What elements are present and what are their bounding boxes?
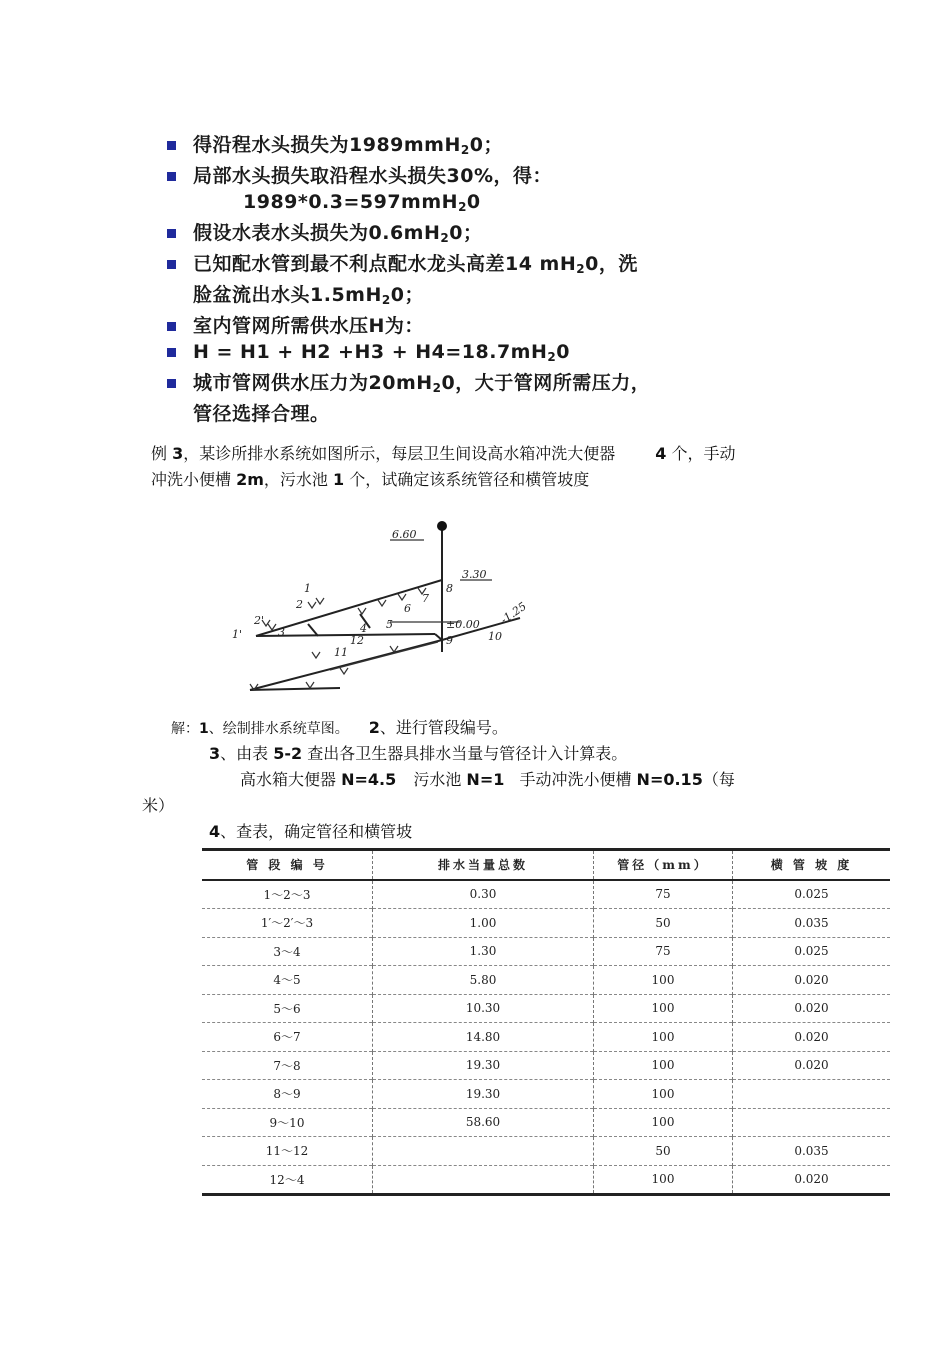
column-header: 横 管 坡 度 xyxy=(770,858,853,873)
bullet-square-icon xyxy=(167,260,176,269)
table-row xyxy=(202,1137,890,1166)
node-label: 8 xyxy=(446,582,453,595)
cell-segment: 6～7 xyxy=(202,1023,373,1052)
cell-segment: 5～6 xyxy=(202,994,373,1023)
cell-slope xyxy=(733,1108,891,1137)
table-row xyxy=(202,994,890,1023)
table-row xyxy=(202,937,890,966)
table-row xyxy=(202,1108,890,1137)
column-header: 管径（mm） xyxy=(594,850,733,880)
cell-diameter: 100 xyxy=(594,1165,733,1195)
cell-fixture-units: 5.80 xyxy=(373,966,594,995)
cell-segment: 7～8 xyxy=(202,1051,373,1080)
elevation-label: ±0.00 xyxy=(446,618,480,631)
bullet-item: 室内管网所需供水压H为： xyxy=(165,313,785,339)
cell-slope: 0.025 xyxy=(794,887,829,902)
bullet-square-icon xyxy=(167,379,176,388)
bullet-square-icon xyxy=(167,348,176,357)
cell-slope xyxy=(733,1080,891,1109)
node-label: 7 xyxy=(422,592,429,605)
cell-fixture-units: 1.30 xyxy=(373,937,594,966)
cell-diameter: 50 xyxy=(594,909,733,938)
cell-slope: 0.020 xyxy=(794,1172,829,1187)
bullet-item-continuation: 管径选择合理。 xyxy=(193,403,330,425)
bullet-square-icon xyxy=(167,172,176,181)
cell-fixture-units xyxy=(373,1165,594,1195)
drainage-system-diagram xyxy=(210,512,550,702)
solution-line-3: 高水箱大便器 N=4.5 污水池 N=1 手动冲洗小便槽 N=0.15（每 xyxy=(240,770,735,789)
bullet-item: 城市管网供水压力为$20mH_20$，大于管网所需压力， xyxy=(165,370,785,401)
cell-slope: 0.020 xyxy=(794,1058,829,1073)
example-line-2: 冲洗小便槽 2m，污水池 1 个，试确定该系统管径和横管坡度 xyxy=(151,470,590,489)
node-label: 5 xyxy=(386,618,393,631)
cell-diameter: 75 xyxy=(594,880,733,909)
solution-line-2: 3、由表 5-2 查出各卫生器具排水当量与管径计入计算表。 xyxy=(209,744,628,763)
node-label: 2' xyxy=(254,614,265,627)
bullet-item-continuation: 1989*0.3=597mmH$_2$0 xyxy=(243,191,481,214)
table-header-row xyxy=(202,850,890,880)
node-label: 1' xyxy=(232,628,243,641)
elevation-label: 6.60 xyxy=(392,528,417,541)
cell-fixture-units: 19.30 xyxy=(373,1080,594,1109)
cell-segment: 3～4 xyxy=(202,937,373,966)
cell-segment: 1′～2′～3 xyxy=(202,909,373,938)
cell-segment: 12～4 xyxy=(202,1165,373,1195)
node-label: 4 xyxy=(360,622,367,635)
elevation-label: -1.25 xyxy=(498,599,529,627)
table-row xyxy=(202,880,890,909)
cell-fixture-units: 10.30 xyxy=(373,994,594,1023)
bullet-square-icon xyxy=(167,141,176,150)
bullet-item: 假设水表水头损失为$0.6mH_20$； xyxy=(165,220,785,251)
table-row xyxy=(202,1165,890,1195)
node-label: 1 xyxy=(304,582,311,595)
cell-diameter: 100 xyxy=(594,994,733,1023)
cell-slope: 0.025 xyxy=(794,944,829,959)
cell-diameter: 50 xyxy=(594,1137,733,1166)
column-header: 管 段 编 号 xyxy=(202,850,373,880)
cell-segment: 1～2～3 xyxy=(202,880,373,909)
cell-segment: 9～10 xyxy=(202,1108,373,1137)
bullet-item: $H = H1 + H2 +H3 + H4=18.7mH_20$ xyxy=(165,339,785,370)
cell-slope: 0.020 xyxy=(794,1029,829,1044)
cell-slope: 0.035 xyxy=(794,915,829,930)
node-label: 12 xyxy=(350,634,364,647)
elevation-label: 3.30 xyxy=(462,568,487,581)
bullet-list xyxy=(165,132,785,427)
solution-line-1: 解：1、绘制排水系统草图。 2、进行管段编号。 xyxy=(171,718,508,737)
cell-fixture-units: 19.30 xyxy=(373,1051,594,1080)
cell-segment: 11～12 xyxy=(202,1137,373,1166)
cell-slope: 0.020 xyxy=(794,972,829,987)
cell-diameter: 100 xyxy=(594,1051,733,1080)
cell-diameter: 100 xyxy=(594,966,733,995)
example-line-1: 例 3，某诊所排水系统如图所示，每层卫生间设高水箱冲洗大便器 4 个，手动 xyxy=(151,444,736,463)
bullet-square-icon xyxy=(167,229,176,238)
pipe-calculation-table xyxy=(202,848,890,1196)
cell-fixture-units: 58.60 xyxy=(373,1108,594,1137)
bullet-item: 已知配水管到最不利点配水龙头高差14 $mH_20$，洗 xyxy=(165,251,785,282)
table-row xyxy=(202,966,890,995)
cell-fixture-units xyxy=(373,1137,594,1166)
bullet-item: 局部水头损失取沿程水头损失30%，得： xyxy=(165,163,785,189)
cell-diameter: 100 xyxy=(594,1023,733,1052)
cell-segment: 8～9 xyxy=(202,1080,373,1109)
node-label: 3 xyxy=(278,626,285,639)
node-label: 6 xyxy=(404,602,411,615)
table-row xyxy=(202,1080,890,1109)
bullet-square-icon xyxy=(167,322,176,331)
table-row xyxy=(202,909,890,938)
cell-diameter: 75 xyxy=(594,937,733,966)
cell-segment: 4～5 xyxy=(202,966,373,995)
table-row xyxy=(202,1023,890,1052)
bullet-item: 得沿程水头损失为1989mmH$_2$0； xyxy=(165,132,785,163)
cell-fixture-units: 1.00 xyxy=(373,909,594,938)
solution-line-4: 米） xyxy=(142,796,175,815)
solution-line-5: 4、查表，确定管径和横管坡 xyxy=(209,822,413,841)
cell-slope: 0.035 xyxy=(794,1143,829,1158)
cell-slope: 0.020 xyxy=(794,1001,829,1016)
node-label: 10 xyxy=(488,630,502,643)
cell-diameter: 100 xyxy=(594,1108,733,1137)
column-header: 排水当量总数 xyxy=(373,850,594,880)
table-row xyxy=(202,1051,890,1080)
node-label: 9 xyxy=(446,634,453,647)
cell-diameter: 100 xyxy=(594,1080,733,1109)
cell-fixture-units: 14.80 xyxy=(373,1023,594,1052)
bullet-item-continuation: 脸盆流出水头$1.5mH_20$； xyxy=(193,284,424,307)
node-label: 11 xyxy=(334,646,348,659)
node-label: 2 xyxy=(296,598,303,611)
cell-fixture-units: 0.30 xyxy=(373,880,594,909)
